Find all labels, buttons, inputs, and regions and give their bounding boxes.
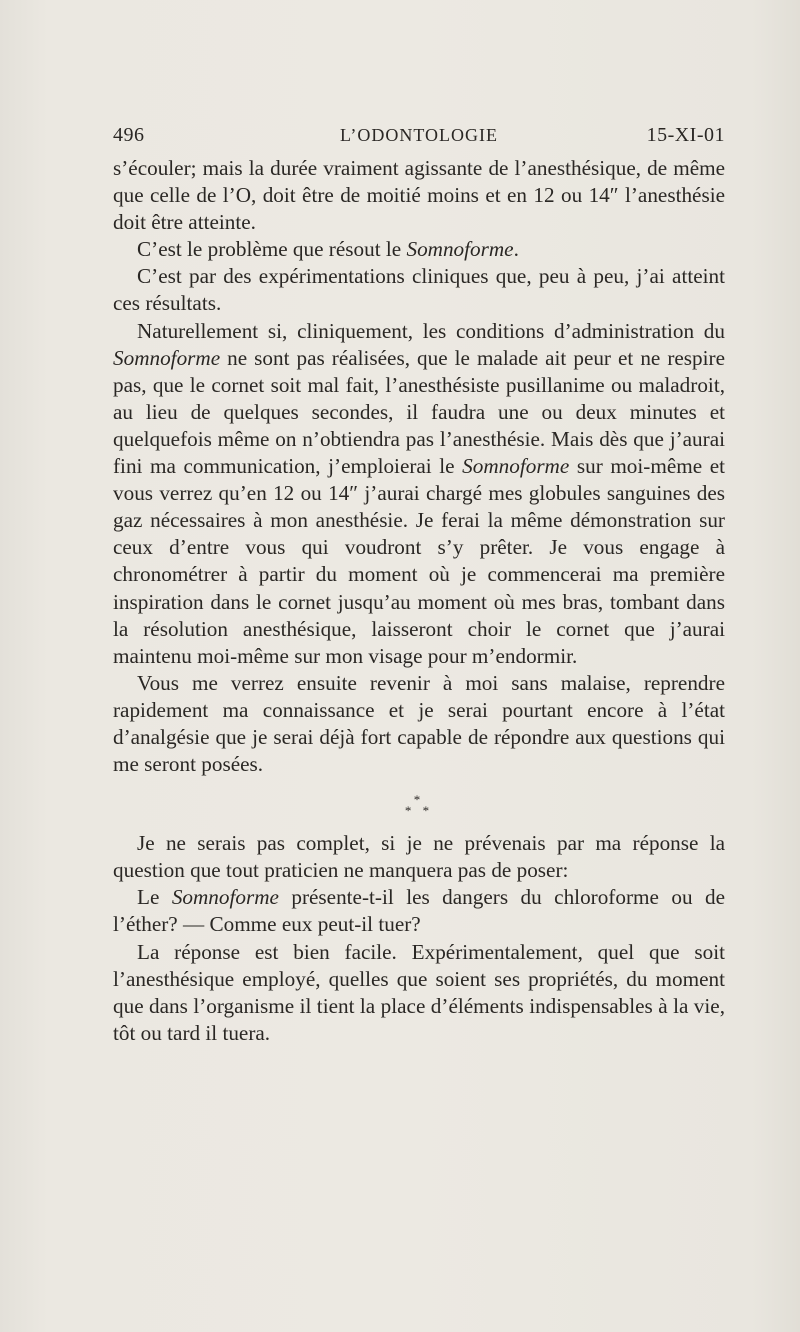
paragraph-text: C’est le problème que résout le (137, 237, 407, 262)
asterisk-bottom: * * (404, 803, 434, 819)
paragraph-text: présente-t-il les dangers du chloroforme ou de l’éther? — Comme eux peut-il tuer? (113, 885, 725, 937)
paragraph-text: . (513, 237, 519, 262)
paragraph-text: Naturellement si, cliniquement, les conditions d’administration du (137, 318, 725, 343)
paragraph-text: s’écouler; mais la durée vraiment agissante de l’anesthésique, de même que celle de l’O, doit être de moitié moins et en 12 ou 14″ l’anesthésie doit être atteinte. (113, 156, 725, 235)
paragraph-3 (113, 263, 725, 317)
issue-date: 15-XI-01 (646, 124, 725, 146)
paragraph-text: C’est par des expérimentations cliniques que, peu à peu, j’ai atteint ces résultats. (113, 264, 725, 316)
section-separator (113, 792, 725, 819)
paragraph-text: Vous me verrez ensuite revenir à moi sans malaise, reprendre rapidement ma connaissance et je serai pourtant encore à l’état d’analgésie que je serai déjà fort capable de répondre aux questions qui me seront posées. (113, 670, 725, 777)
paragraph-7 (113, 884, 725, 938)
paragraph-8 (113, 939, 725, 1047)
product-name-italic: Somnoforme (171, 885, 279, 910)
article-body (113, 155, 725, 1047)
paragraph-5 (113, 670, 725, 778)
page-number: 496 (113, 124, 145, 146)
paragraph-text: ne sont pas réalisées, que le malade ait peur et ne respire pas, que le cornet soit mal fait, l’anesthésiste pusillanime ou maladroit, au lieu de quelques secondes, il faudra une ou deux minutes et quelquefois même on n’obtiendra pas l’anesthésie. Mais dès que j’aurai fini ma communication, j’emploierai le (113, 345, 725, 479)
paragraph-text: Le (137, 885, 172, 910)
running-header (113, 122, 725, 148)
paragraph-1 (113, 155, 725, 236)
paragraph-text: La réponse est bien facile. Expérimentalement, quel que soit l’anesthésique employé, quelles que soient ses propriétés, du moment que dans l’organisme il tient la place d’éléments indispensables à la vie, tôt ou tard il tuera. (113, 939, 725, 1045)
paragraph-2 (113, 236, 725, 263)
paragraph-text: Je ne serais pas complet, si je ne prévenais par ma réponse la question que tout praticien ne manquera pas de poser: (113, 831, 725, 883)
product-name-italic: Somnoforme (113, 345, 221, 370)
asterisk-top: * (413, 792, 425, 808)
paragraph-6 (113, 830, 725, 884)
paragraph-text: sur moi-même et vous verrez qu’en 12 ou 14″ j’aurai chargé mes globules sanguines des gaz nécessaires à mon anesthésie. Je ferai la même démonstration sur ceux d’entre vous qui voudront s’y prêter. Je vous engage à chronométrer à partir du moment où je commencerai ma première inspiration dans le cornet jusqu’au moment où mes bras, tombant dans la résolution anesthésique, laisseront choir le cornet que j’aurai maintenu moi-même sur mon visage pour m’endormir. (113, 454, 725, 668)
paragraph-4 (113, 318, 725, 670)
product-name-italic: Somnoforme (462, 454, 570, 479)
product-name-italic: Somnoforme (406, 237, 514, 262)
journal-title: L’ODONTOLOGIE (340, 125, 498, 145)
